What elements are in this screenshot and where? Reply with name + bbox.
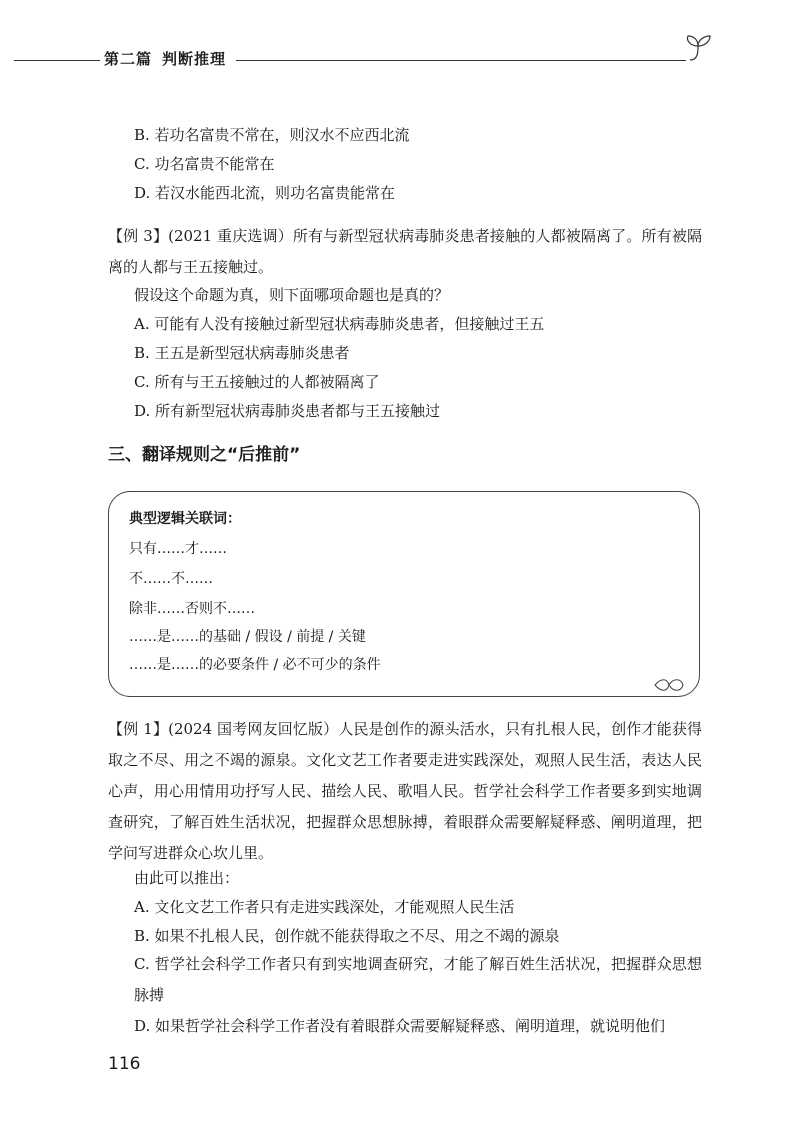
example1-option-a: A. 文化文艺工作者只有走进实践深处，才能观照人民生活 [134,898,515,916]
header-part: 第二篇 [104,50,153,68]
running-header [0,44,800,74]
prev-option-b: B. 若功名富贵不常在，则汉水不应西北流 [134,126,410,144]
box-item: 除非……否则不…… [129,601,255,617]
prev-option-d: D. 若汉水能西北流，则功名富贵能常在 [134,184,396,202]
box-item: ……是……的必要条件 / 必不可少的条件 [129,657,381,673]
example1-option-d: D. 如果哲学社会科学工作者没有着眼群众需要解疑释惑、阐明道理，就说明他们 [134,1017,666,1035]
box-title: 典型逻辑关联词： [129,511,241,527]
example3-option-c: C. 所有与王五接触过的人都被隔离了 [134,373,380,391]
header-rule-right [236,60,686,61]
header-title [104,48,236,69]
box-item: 只有……才…… [129,541,227,557]
page-number: 116 [108,1054,141,1074]
example3-option-a: A. 可能有人没有接触过新型冠状病毒肺炎患者，但接触过王五 [134,315,545,333]
example1-question: 由此可以推出： [134,869,240,887]
example3-stem: 【例 3】(2021 重庆选调）所有与新型冠状病毒肺炎患者接触的人都被隔离了。所有被隔离的人都与王五接触过。 [108,227,702,276]
section-heading: 三、翻译规则之“后推前” [108,445,301,465]
header-chapter: 判断推理 [162,50,227,68]
example3-option-d: D. 所有新型冠状病毒肺炎患者都与王五接触过 [134,402,441,420]
prev-option-c: C. 功名富贵不能常在 [134,155,275,173]
box-item: ……是……的基础 / 假设 / 前提 / 关键 [129,629,366,645]
example1-option-c: C. 哲学社会科学工作者只有到实地调查研究，才能了解百姓生活状况，把握群众思想脉搏 [134,955,702,1004]
example3-question: 假设这个命题为真，则下面哪项命题也是真的？ [134,286,450,304]
sprout-icon [680,34,716,64]
example1-option-b: B. 如果不扎根人民，创作就不能获得取之不尽、用之不竭的源泉 [134,927,560,945]
example3-option-b: B. 王五是新型冠状病毒肺炎患者 [134,344,350,362]
example1-stem: 【例 1】(2024 国考网友回忆版）人民是创作的源头活水，只有扎根人民，创作才能获得取之不尽、用之不竭的源泉。文化文艺工作者要走进实践深处，观照人民生活，表达人民心声，用心用情用功抒写人民、描绘人民、歌唱人民。哲学社会科学工作者要多到实地调查研究，了解百姓生活状况，把握群众思想脉搏，着眼群众需要解疑释惑、阐明道理，把学问写进群众心坎儿里。 [108,720,702,862]
keyword-box [108,491,700,697]
box-item: 不……不…… [129,571,213,587]
leaf-ornament-icon [653,678,685,692]
header-rule-left [14,60,100,61]
